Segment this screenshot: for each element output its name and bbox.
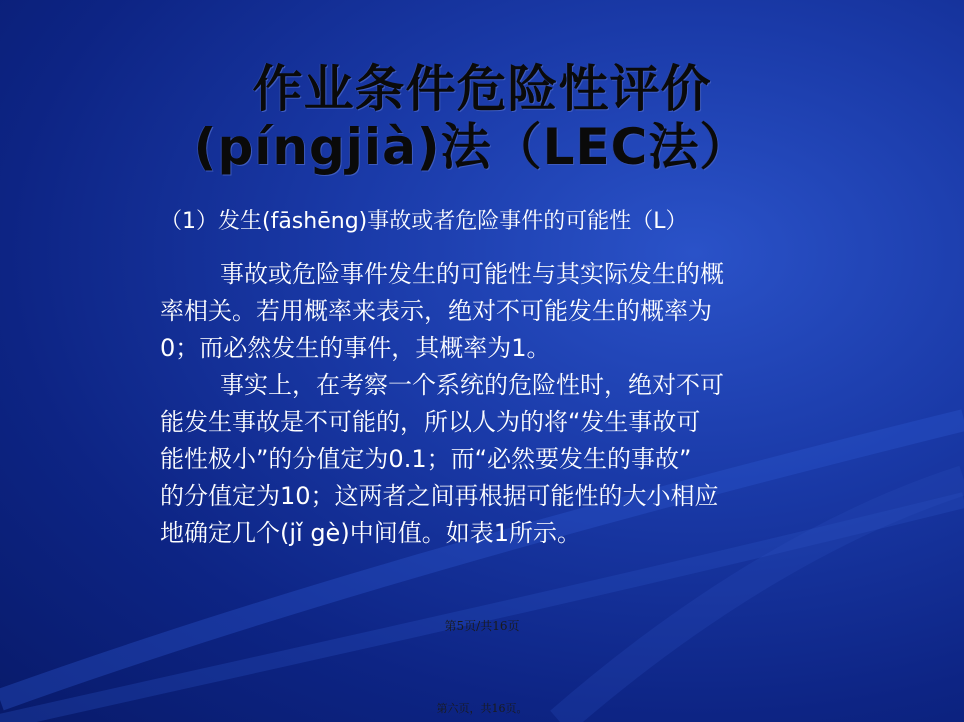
section-heading: （1）发生(fāshēng)事故或者危险事件的可能性（L） — [160, 209, 688, 234]
slide-title-line2: (píngjià)法（LEC法） — [193, 118, 751, 176]
body-line: 事实上，在考察一个系统的危险性时，绝对不可 — [220, 371, 724, 399]
slide-title-line1: 作业条件危险性评价 — [252, 60, 712, 118]
body-line: 能性极小”的分值定为0.1；而“必然要发生的事故” — [160, 445, 692, 473]
body-text — [160, 256, 800, 552]
body-line: 地确定几个(jǐ gè)中间值。如表1所示。 — [160, 519, 581, 547]
body-line: 事故或危险事件发生的可能性与其实际发生的概 — [220, 260, 724, 288]
body-line: 能发生事故是不可能的，所以人为的将“发生事故可 — [160, 408, 701, 436]
page-indicator: 第5页/共16页 — [444, 619, 520, 633]
body-line: 的分值定为10；这两者之间再根据可能性的大小相应 — [160, 482, 719, 510]
body-line: 率相关。若用概率来表示，绝对不可能发生的概率为 — [160, 297, 712, 325]
body-line: 0；而必然发生的事件，其概率为1。 — [160, 334, 551, 362]
page-footer: 第六页，共16页。 — [436, 702, 528, 715]
